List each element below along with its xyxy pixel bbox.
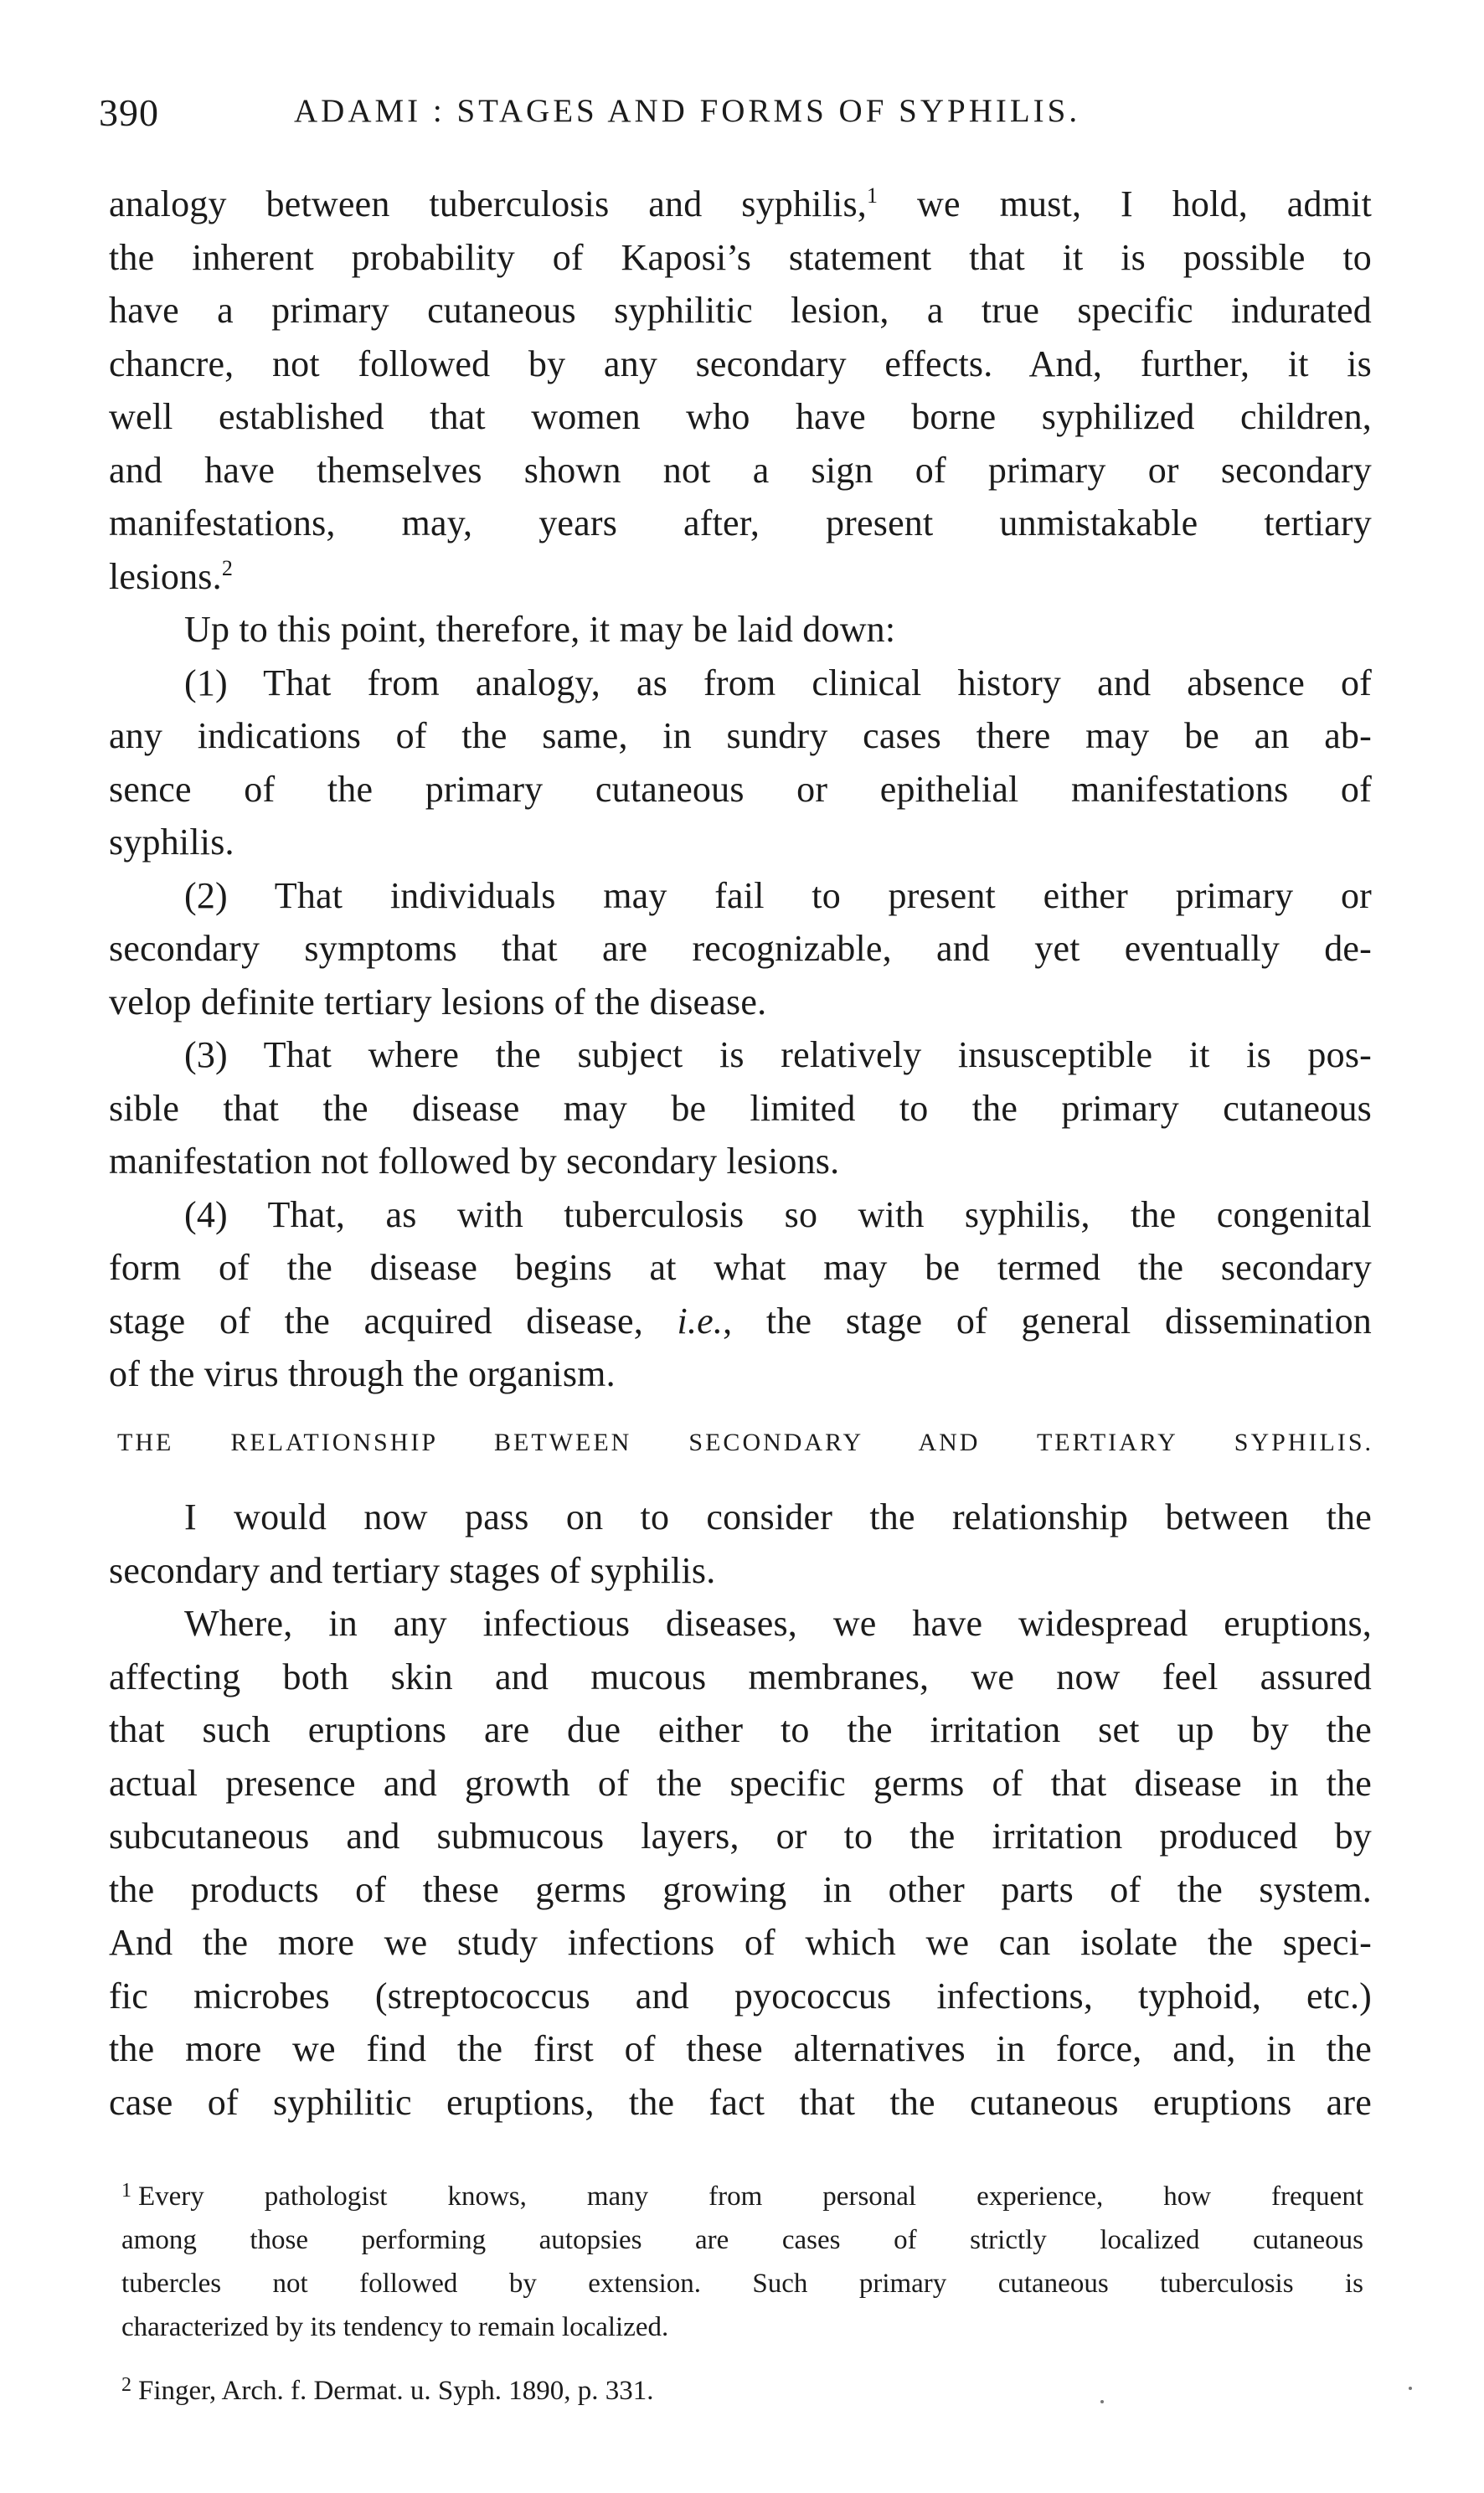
footnote-ref-2: 2 (221, 555, 234, 580)
text-line: sible that the disease may be limited to the primary cutaneous (109, 1087, 1372, 1129)
section-heading: THE RELATIONSHIP BETWEEN SECONDARY AND TERTIARY SYPHILIS. (117, 1429, 1373, 1456)
text-line: any indications of the same, in sundry cases there may be an ab- (109, 715, 1372, 756)
text-line: form of the disease begins at what may be termed the secondary (109, 1247, 1372, 1288)
footnote-line: tubercles not followed by extension. Such primary cutaneous tuberculosis is (121, 2269, 1363, 2299)
text-line: chancre, not followed by any secondary effects. And, further, it is (109, 343, 1372, 384)
text-line: syphilis. (109, 822, 234, 863)
text-line: the more we find the first of these alternatives in force, and, in the (109, 2028, 1372, 2069)
footnote-mark: 1 (121, 2180, 131, 2202)
text-line: case of syphilitic eruptions, the fact that the cutaneous eruptions are (109, 2081, 1372, 2123)
text-line: subcutaneous and submucous layers, or to the irritation produced by (109, 1816, 1372, 1857)
text-line: Up to this point, therefore, it may be laid down: (184, 609, 896, 650)
text-line: (4) That, as with tuberculosis so with syphilis, the congenital (184, 1193, 1372, 1235)
text-line: have a primary cutaneous syphilitic lesion, a true specific indurated (109, 290, 1372, 331)
text-line: manifestation not followed by secondary lesions. (109, 1141, 840, 1182)
footnote-line: characterized by its tendency to remain localized. (121, 2312, 669, 2342)
text-line: (2) That individuals may fail to present either primary or (184, 874, 1372, 916)
footnote-line: among those performing autopsies are cases of strictly localized cutaneous (121, 2225, 1363, 2255)
text-line: well established that women who have borne syphilized children, (109, 396, 1372, 437)
text-line: (3) That where the subject is relatively insusceptible it is pos- (184, 1034, 1372, 1075)
text-line: lesions.$^2$ (109, 555, 234, 597)
footnote-mark: 2 (121, 2374, 131, 2396)
text-line: that such eruptions are due either to the irritation set up by the (109, 1709, 1372, 1750)
text-line: I would now pass on to consider the relationship between the (184, 1496, 1372, 1538)
text-line: of the virus through the organism. (109, 1353, 616, 1394)
text-line: (1) That from analogy, as from clinical history and absence of (184, 662, 1372, 703)
body-paragraph-2 (109, 1491, 1372, 2129)
text-line: secondary symptoms that are recognizable, and yet eventually de- (109, 928, 1372, 969)
text-line: analogy between tuberculosis and syphilis,$^1$ we must, I hold, admit (109, 183, 1372, 224)
text-line: And the more we study infections of which we can isolate the speci- (109, 1922, 1372, 1963)
italic-abbreviation: i.e. (677, 1300, 724, 1342)
running-title: ADAMI : STAGES AND FORMS OF SYPHILIS. (294, 93, 1081, 129)
text-line: Where, in any infectious diseases, we have widespread eruptions, (184, 1603, 1372, 1644)
text-line: the products of these germs growing in other parts of the system. (109, 1868, 1372, 1910)
footnote-1 (121, 2169, 1363, 2349)
text-line: fic microbes (streptococcus and pyococcus infections, typhoid, etc.) (109, 1975, 1372, 2017)
text-line: manifestations, may, years after, present unmistakable tertiary (109, 502, 1372, 543)
text-line: velop definite tertiary lesions of the disease. (109, 981, 767, 1022)
text-line: affecting both skin and mucous membranes, we now feel assured (109, 1656, 1372, 1697)
footnote-ref-1: 1 (866, 183, 879, 208)
scan-speck (1100, 2400, 1104, 2403)
text-line: and have themselves shown not a sign of primary or secondary (109, 449, 1372, 491)
footnote-line: $^1$ Every pathologist knows, many from personal experience, how frequent (121, 2180, 1363, 2212)
body-paragraph-1 (109, 178, 1372, 1401)
text-line: actual presence and growth of the specific germs of that disease in the (109, 1762, 1372, 1804)
text-line: the inherent probability of Kaposi’s statement that it is possible to (109, 236, 1372, 278)
footnote-2 (121, 2363, 1363, 2413)
page-number: 390 (99, 91, 159, 134)
footnote-line: $^2$ Finger, Arch. f. Dermat. u. Syph. 1890, p. 331. (121, 2374, 654, 2406)
text-line: sence of the primary cutaneous or epithelial manifestations of (109, 768, 1372, 810)
page-header (99, 80, 1305, 139)
scan-speck (1409, 2387, 1412, 2390)
text-line: stage of the acquired disease, i.e., the stage of general dissemination (109, 1300, 1372, 1342)
text-line: secondary and tertiary stages of syphilis. (109, 1549, 716, 1591)
